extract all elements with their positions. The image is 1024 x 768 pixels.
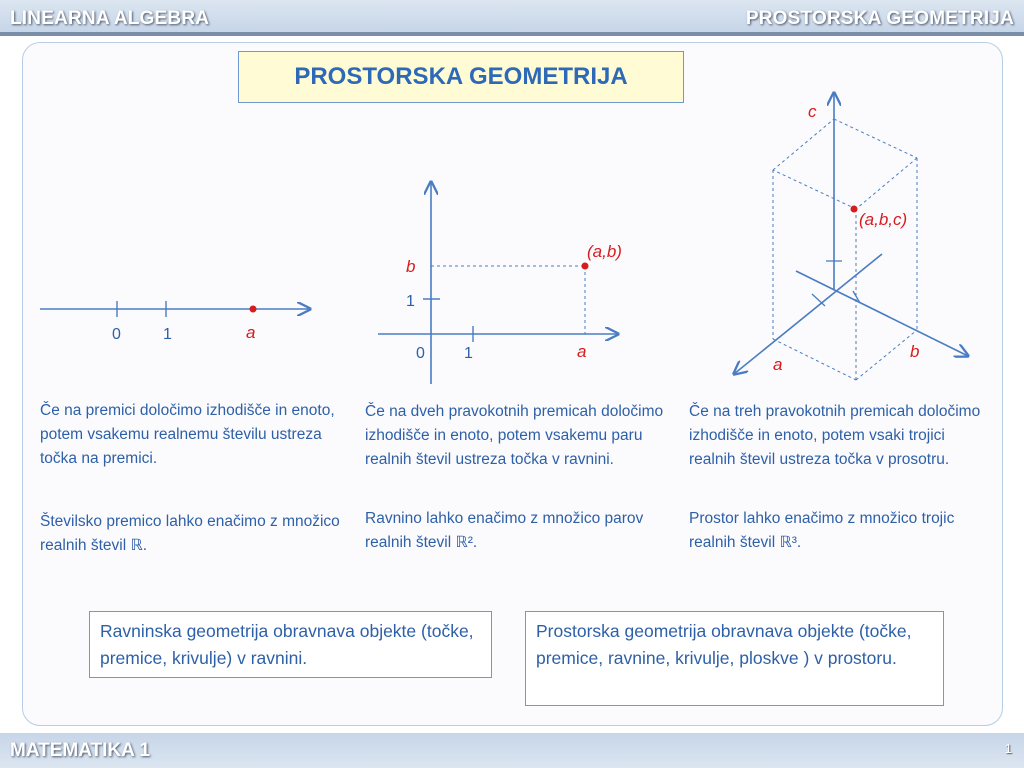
space-point [851,206,858,213]
plane-diagram [378,182,622,384]
number-line-point [250,306,257,313]
column-2-notation: Ravnino lahko enačimo z množico parov realnih števil ℝ². [365,510,644,551]
space-x-tick [812,294,825,306]
plane-origin-label: 0 [416,345,425,362]
plane-x-tick-label: 1 [464,345,473,362]
plane-point [582,263,589,270]
plane-y-tick-label: 1 [406,293,415,310]
plane-geometry-box: Ravninska geometrija obravnava objekte (točke, premice, krivulje) v ravnini. [89,611,492,678]
column-1-notation: Številsko premico lahko enačimo z množico realnih števil ℝ. [40,513,340,554]
plane-y-label: b [406,257,416,276]
number-line-label-1: 1 [163,326,172,343]
box-edge-1 [773,119,834,170]
space-geometry-box: Prostorska geometrija obravnava objekte (točke, premice, ravnine, krivulje, ploskve ) v prostoru. [525,611,944,706]
number-line-label-0: 0 [112,326,121,343]
column-1-description: Če na premici določimo izhodišče in enoto, potem vsakemu realnemu številu ustreza točka na premici. [40,402,335,467]
number-line-diagram [40,301,310,343]
space-z-label: c [808,102,817,121]
box-edge-2 [834,119,917,158]
slide-title: PROSTORSKA GEOMETRIJA [294,63,628,90]
header-left-title: LINEARNA ALGEBRA [10,8,210,29]
number-line-label-a: a [246,323,256,342]
page-number: 1 [1004,741,1012,756]
space-y-axis [796,271,968,356]
box-edge-4 [773,170,856,209]
space-y-label: b [910,342,920,361]
box-edge-9 [856,330,920,380]
column-2-description: Če na dveh pravokotnih premicah določimo izhodišče in enoto, potem vsakemu paru realnih števil ustreza točka v ravnini. [365,403,664,468]
footer-bar [0,733,1024,768]
space-diagram [734,93,968,380]
space-point-label: (a,b,c) [859,210,908,229]
column-3-notation: Prostor lahko enačimo z množico trojic realnih števil ℝ³. [689,510,955,551]
footer-course-title: MATEMATIKA 1 [10,740,151,761]
header-right-title: PROSTORSKA GEOMETRIJA [745,8,1014,29]
plane-x-label: a [577,342,587,361]
box-edge-8 [773,339,856,380]
space-x-label: a [773,355,783,374]
column-3-description: Če na treh pravokotnih premicah določimo izhodišče in enoto, potem vsaki trojici realnih števil ustreza točka v prosotru. [689,403,981,468]
box-edge-3 [856,158,917,209]
plane-point-label: (a,b) [587,242,622,261]
